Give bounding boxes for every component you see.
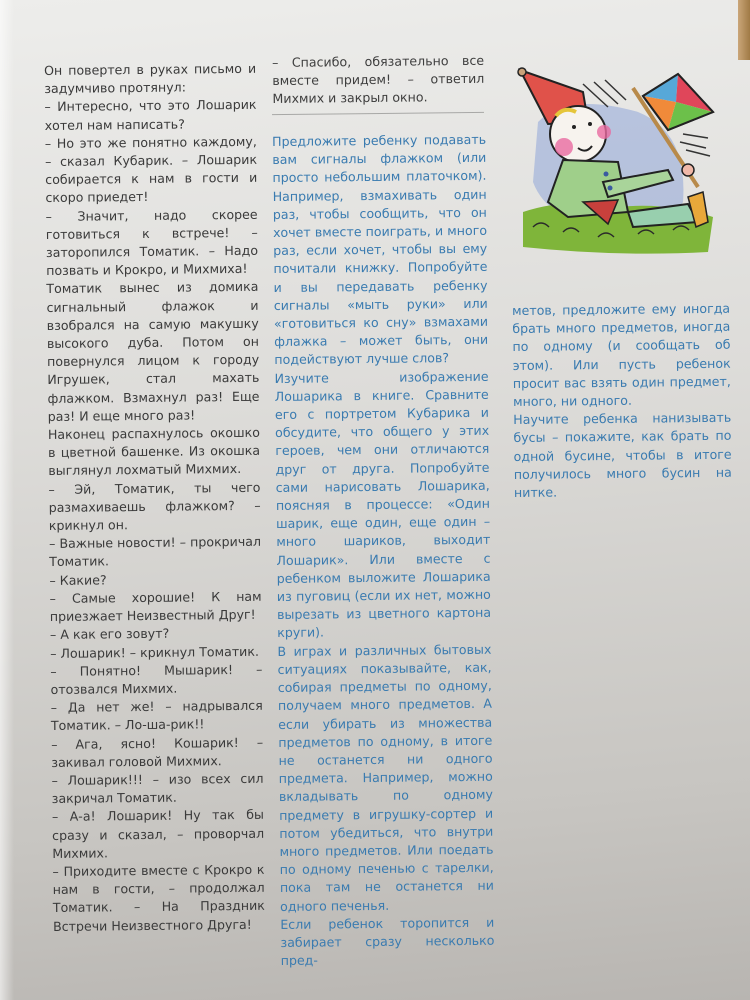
story-paragraph: – Но это же понятно каждому, – сказал Кубарик. – Лошарик собирается к нам в гости и скоро приедет! xyxy=(44,133,258,206)
story-column-left xyxy=(44,60,265,936)
story-paragraph: – Лошарик!!! – изо всех сил закричал Томатик. xyxy=(51,770,264,807)
story-paragraph: – Спасибо, обязательно все вместе придем! – ответил Михмих и закрыл окно. xyxy=(272,52,485,107)
story-paragraph: – Значит, надо скорее готовиться к встрече! – заторопился Томатик. – Надо позвать и Крокро, и Михмиха! xyxy=(45,206,259,279)
story-column-middle xyxy=(272,52,485,109)
story-paragraph: – А-а! Лошарик! Ну так бы сразу и сказал, – проворчал Михмих. xyxy=(51,807,265,861)
story-paragraph: – Лошарик! – крикнул Томатик. xyxy=(50,643,259,661)
story-paragraph: – Ага, ясно! Кошарик! – закивал головой Михмих. xyxy=(51,734,264,770)
story-paragraph: – Эй, Томатик, ты чего размахиваешь флажком? – крикнул он. xyxy=(48,479,261,534)
tip-paragraph: В играх и различных бытовых ситуациях показывайте, как, собирая предметы по одному, получаем много предметов. А если убирать из множества предметов по одному, в итоге не останется ни одного предмета. Например, можно вкладывать по одному предмету в игрушку-сортер и потом убедиться, что внутри много предметов. Или поедать по одному печенью с тарелки, пока там не останется ни одного печенья. xyxy=(277,641,494,914)
tip-paragraph: метов, предложите ему иногда брать много предметов, иногда по одному (и сообщать об этом). Или пусть ребенок просит вас взять один предмет, много, ни одного. xyxy=(512,300,731,410)
tip-paragraph: Изучите изображение Лошарика в книге. Сравните его с портретом Кубарика и обсудите, что общего у этих героев, чем они отличаются друг от друга. Попробуйте сами нарисовать Лошарика, поясняя в процессе: «Один шарик, еще один, еще один – много шариков, выходит Лошарик». Или вместе с ребенком выложите Лошарика из пуговиц (если их нет, можно вырезать из цветного картона круги). xyxy=(274,368,492,641)
tip-paragraph: Предложите ребенку подавать вам сигналы флажком (или просто небольшим платочком). Например, взмахивать один раз, чтобы сообщить, что он хочет вместе поиграть, и много раз, если хочет, чтобы вы ему почитали книжку. Попробуйте и вы передавать ребенку сигналы «мыть руки» или «готовиться ко сну» взмахами флажка – может быть, они подействуют лучше слов? xyxy=(272,131,489,368)
flag-waving-character-icon xyxy=(508,52,723,257)
tip-paragraph: Если ребенок торопится и забирает сразу несколько пред- xyxy=(280,914,495,969)
story-paragraph: – Приходите вместе с Крокро к нам в гости, – продолжал Томатик. – На Праздник Встречи Неизвестного Друга! xyxy=(52,861,265,934)
story-paragraph: – Понятно! Мышарик! – отозвался Михмих. xyxy=(50,661,263,697)
story-paragraph: Он повертел в руках письмо и задумчиво протянул: xyxy=(44,60,257,97)
story-paragraph: Томатик вынес из домика сигнальный флажок и взобрался на самую макушку высокого дуба. Потом он повернулся лицом к городу Игрушек, стал махать флажком. Взмахнул раз! Еще раз! И еще много раз! xyxy=(46,279,260,424)
table-edge xyxy=(738,0,750,60)
parent-tips-column-right xyxy=(512,300,732,503)
tip-paragraph: Научите ребенка нанизывать бусы – покажите, как брать по одной бусине, чтобы в итоге получилось много бусин на нитке. xyxy=(513,409,732,501)
story-paragraph: – Самые хорошие! К нам приезжает Неизвестный Друг! xyxy=(49,588,262,625)
section-divider xyxy=(272,112,484,115)
story-paragraph: – Да нет же! – надрывался Томатик. – Ло-ша-рик!! xyxy=(50,697,263,734)
story-paragraph: – Важные новости! – прокричал Томатик. xyxy=(48,534,262,570)
story-paragraph: – Какие? xyxy=(49,572,107,588)
parent-tips-column-middle xyxy=(272,131,495,971)
story-paragraph: – А как его зовут? xyxy=(49,626,170,643)
page-gutter-shadow xyxy=(0,0,14,1000)
story-paragraph: Наконец распахнулось окошко в цветной башенке. Из окошка выглянул лохматый Михмих. xyxy=(47,424,261,479)
story-paragraph: – Интересно, что это Лошарик хотел нам написать? xyxy=(44,97,257,133)
